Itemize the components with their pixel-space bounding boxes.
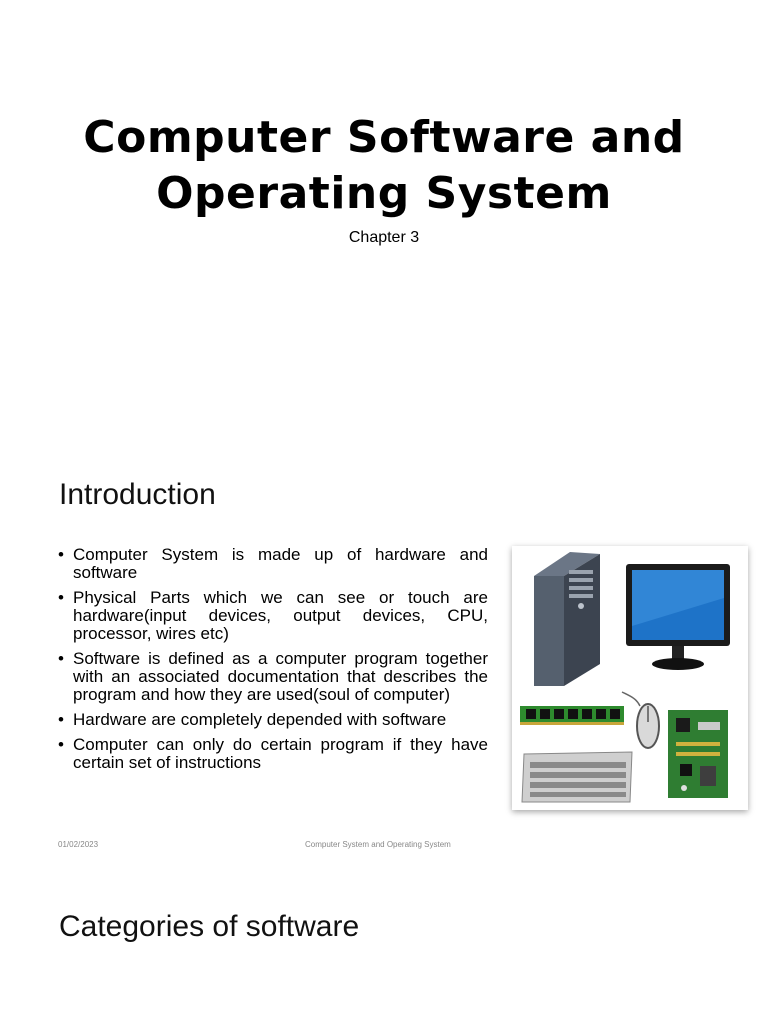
bullet-item: • Computer can only do certain program if they have certain set of instructions (58, 736, 488, 772)
bullet-list (58, 546, 488, 779)
keyboard-icon (522, 752, 632, 802)
footer-date: 01/02/2023 (58, 840, 99, 849)
bullet-item: • Hardware are completely depended with software (58, 711, 488, 729)
introduction-slide (0, 440, 768, 880)
bullet-item: • Computer System is made up of hardware and software (58, 546, 488, 582)
slide-title (0, 110, 768, 222)
slide-heading: Introduction (59, 478, 216, 511)
bullet-item: • Physical Parts which we can see or touch are hardware(input devices, output devices, CPU, processor, wires etc) (58, 589, 488, 643)
computer-hardware-components-icon (512, 546, 748, 810)
slide-heading: Categories of software (59, 910, 360, 943)
slide-title-line1: Computer Software and (83, 112, 685, 163)
motherboard-icon (668, 710, 728, 798)
categories-slide (0, 880, 768, 1024)
slide-subtitle: Chapter 3 (348, 229, 420, 246)
cpu-tower-icon (534, 552, 600, 686)
slide-title-line2: Operating System (156, 168, 612, 219)
ram-module-icon (520, 706, 624, 725)
footer-title: Computer System and Operating System (305, 840, 451, 849)
mouse-icon (622, 692, 659, 748)
bullet-item: • Software is defined as a computer program together with an associated documentation that describes the program and how they are used(soul of computer) (58, 650, 488, 704)
monitor-icon (626, 564, 730, 670)
title-slide (0, 0, 768, 440)
